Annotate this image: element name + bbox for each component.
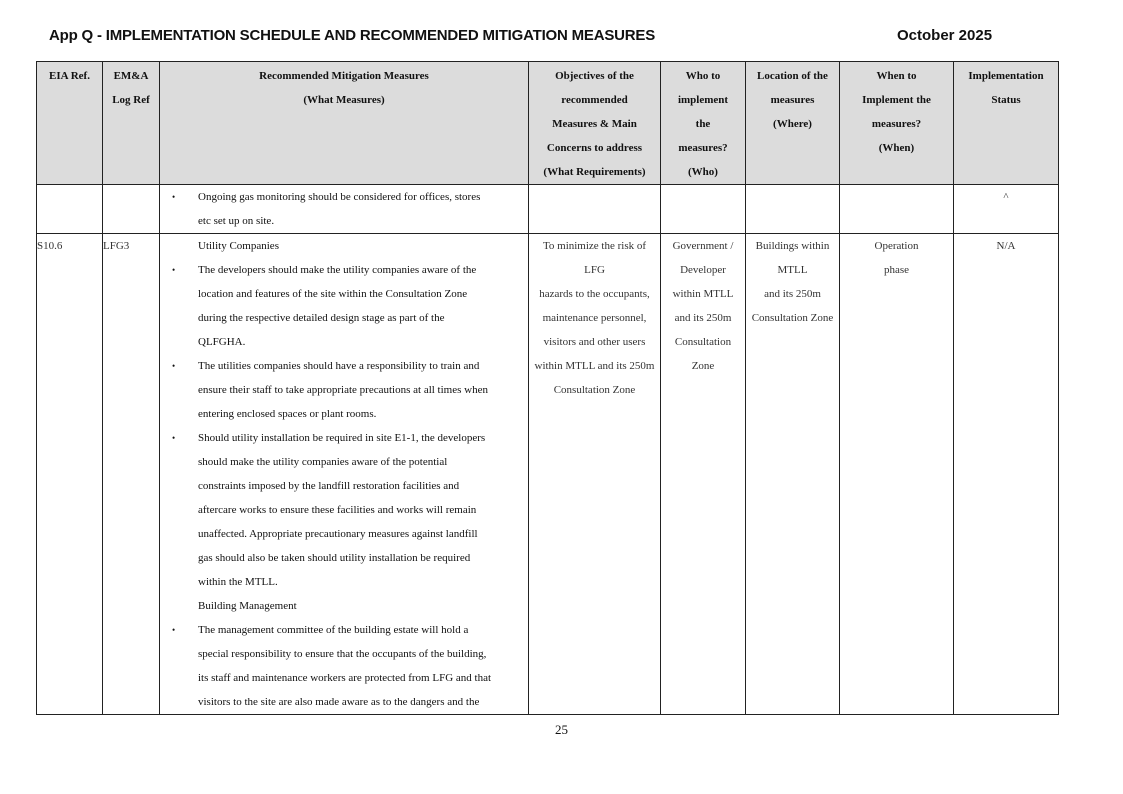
header-line: EM&A (113, 70, 149, 82)
cell-objectives (529, 185, 661, 234)
cell-line: Developer (680, 264, 726, 276)
table-row (37, 234, 1059, 715)
measure-bullet-line: its staff and maintenance workers are protected from LFG and that (198, 672, 492, 684)
header-line: EIA Ref. (49, 70, 90, 82)
measure-bullet-line: visitors to the site are also made aware as to the dangers and the (198, 696, 480, 708)
header-line: Objectives of the (555, 70, 634, 82)
header-when (840, 62, 954, 185)
cell-status: N/A (954, 234, 1059, 715)
measure-bullet-line: aftercare works to ensure these facilities and works will remain (198, 504, 477, 516)
measure-bullet-line: gas should also be taken should utility installation be required (198, 552, 471, 564)
header-log-ref (103, 62, 160, 185)
header-measures (160, 62, 529, 185)
measure-bullet-line: special responsibility to ensure that the occupants of the building, (198, 648, 487, 660)
measure-bullet-line: entering enclosed spaces or plant rooms. (198, 408, 377, 420)
cell-line: Buildings within (755, 240, 830, 252)
header-line: (Where) (773, 118, 812, 130)
cell-line: To minimize the risk of (542, 240, 647, 252)
cell-where (746, 185, 840, 234)
header-line: Log Ref (112, 94, 150, 106)
header-line: Implementation (968, 70, 1044, 82)
cell-line: Consultation Zone (553, 384, 636, 396)
measure-bullet-line: constraints imposed by the landfill restoration facilities and (198, 480, 460, 492)
measure-bullet-line: ensure their staff to take appropriate precautions at all times when (198, 384, 488, 396)
header-line: measures? (678, 142, 728, 154)
document-title: App Q - IMPLEMENTATION SCHEDULE AND RECOMMENDED MITIGATION MEASURES (49, 27, 656, 44)
cell-when (840, 185, 954, 234)
cell-who (661, 185, 746, 234)
cell-log-ref (103, 185, 160, 234)
measure-bullet-line: • The developers should make the utility companies aware of the (160, 258, 528, 282)
cell-when (840, 234, 954, 715)
header-who (661, 62, 746, 185)
cell-line: Government / (672, 240, 734, 252)
cell-who (661, 234, 746, 715)
cell-status: ^ (954, 185, 1059, 234)
measure-bullet-line: within the MTLL. (198, 576, 278, 588)
header-line: Location of the (757, 70, 828, 82)
bullet-icon: • (172, 192, 176, 202)
table-row (37, 185, 1059, 234)
header-line: Implement the (862, 94, 931, 106)
cell-line: visitors and other users (543, 336, 646, 348)
measure-heading: Utility Companies (198, 240, 279, 252)
document-date: October 2025 (897, 27, 993, 44)
measure-bullet-line: during the respective detailed design stage as part of the (198, 312, 445, 324)
bullet-icon: • (172, 625, 176, 635)
measure-bullet-line: etc set up on site. (198, 215, 275, 227)
cell-line: within MTLL and its 250m (534, 360, 655, 372)
header-line: Who to (685, 70, 721, 82)
cell-log-ref: LFG3 (103, 234, 160, 715)
cell-line: phase (883, 264, 910, 276)
header-line: (What Measures) (303, 94, 385, 106)
measure-bullet-line: • Should utility installation be required in site E1-1, the developers (160, 426, 528, 450)
cell-line: LFG (584, 264, 605, 276)
cell-line: and its 250m (764, 288, 821, 300)
page-number: 25 (555, 722, 568, 737)
measure-bullet-line: location and features of the site within the Consultation Zone (198, 288, 468, 300)
measure-bullet-line: unaffected. Appropriate precautionary measures against landfill (198, 528, 478, 540)
cell-measures (160, 234, 529, 715)
cell-line: MTLL (777, 264, 808, 276)
header-line: Measures & Main (552, 118, 637, 130)
header-line: Recommended Mitigation Measures (259, 70, 429, 82)
header-line: implement (677, 94, 729, 106)
cell-eia-ref (37, 185, 103, 234)
measure-bullet-line: • The utilities companies should have a responsibility to train and (160, 354, 528, 378)
header-line: the (695, 118, 711, 130)
table-header-row (37, 62, 1059, 185)
header-status (954, 62, 1059, 185)
header-line: When to (876, 70, 917, 82)
header-where (746, 62, 840, 185)
cell-line: Operation (874, 240, 919, 252)
header-eia-ref (37, 62, 103, 185)
header-line: Status (991, 94, 1021, 106)
cell-line: Consultation (674, 336, 732, 348)
cell-line: hazards to the occupants, (539, 288, 650, 300)
cell-line: maintenance personnel, (542, 312, 647, 324)
cell-objectives (529, 234, 661, 715)
implementation-schedule-table (36, 61, 1059, 715)
header-line: (Who) (688, 166, 718, 178)
bullet-icon: • (172, 433, 176, 443)
measure-bullet-line: should make the utility companies aware of the potential (198, 456, 448, 468)
header-line: Concerns to address (546, 142, 643, 154)
header-line: recommended (561, 94, 628, 106)
header-line: (When) (878, 142, 915, 154)
measure-bullet-line: • The management committee of the building estate will hold a (160, 618, 528, 642)
header-objectives (529, 62, 661, 185)
header-line: measures (770, 94, 815, 106)
measure-bullet-line: • Ongoing gas monitoring should be considered for offices, stores (160, 185, 528, 209)
cell-line: Consultation Zone (751, 312, 834, 324)
cell-line: and its 250m (674, 312, 732, 324)
cell-measures (160, 185, 529, 234)
bullet-icon: • (172, 361, 176, 371)
cell-where (746, 234, 840, 715)
bullet-icon: • (172, 265, 176, 275)
header-line: measures? (871, 118, 922, 130)
cell-line: within MTLL (672, 288, 734, 300)
measure-heading: Building Management (198, 600, 297, 612)
header-line: (What Requirements) (543, 166, 646, 178)
cell-line: Zone (691, 360, 715, 372)
measure-bullet-line: QLFGHA. (198, 336, 246, 348)
cell-eia-ref: S10.6 (37, 234, 103, 715)
